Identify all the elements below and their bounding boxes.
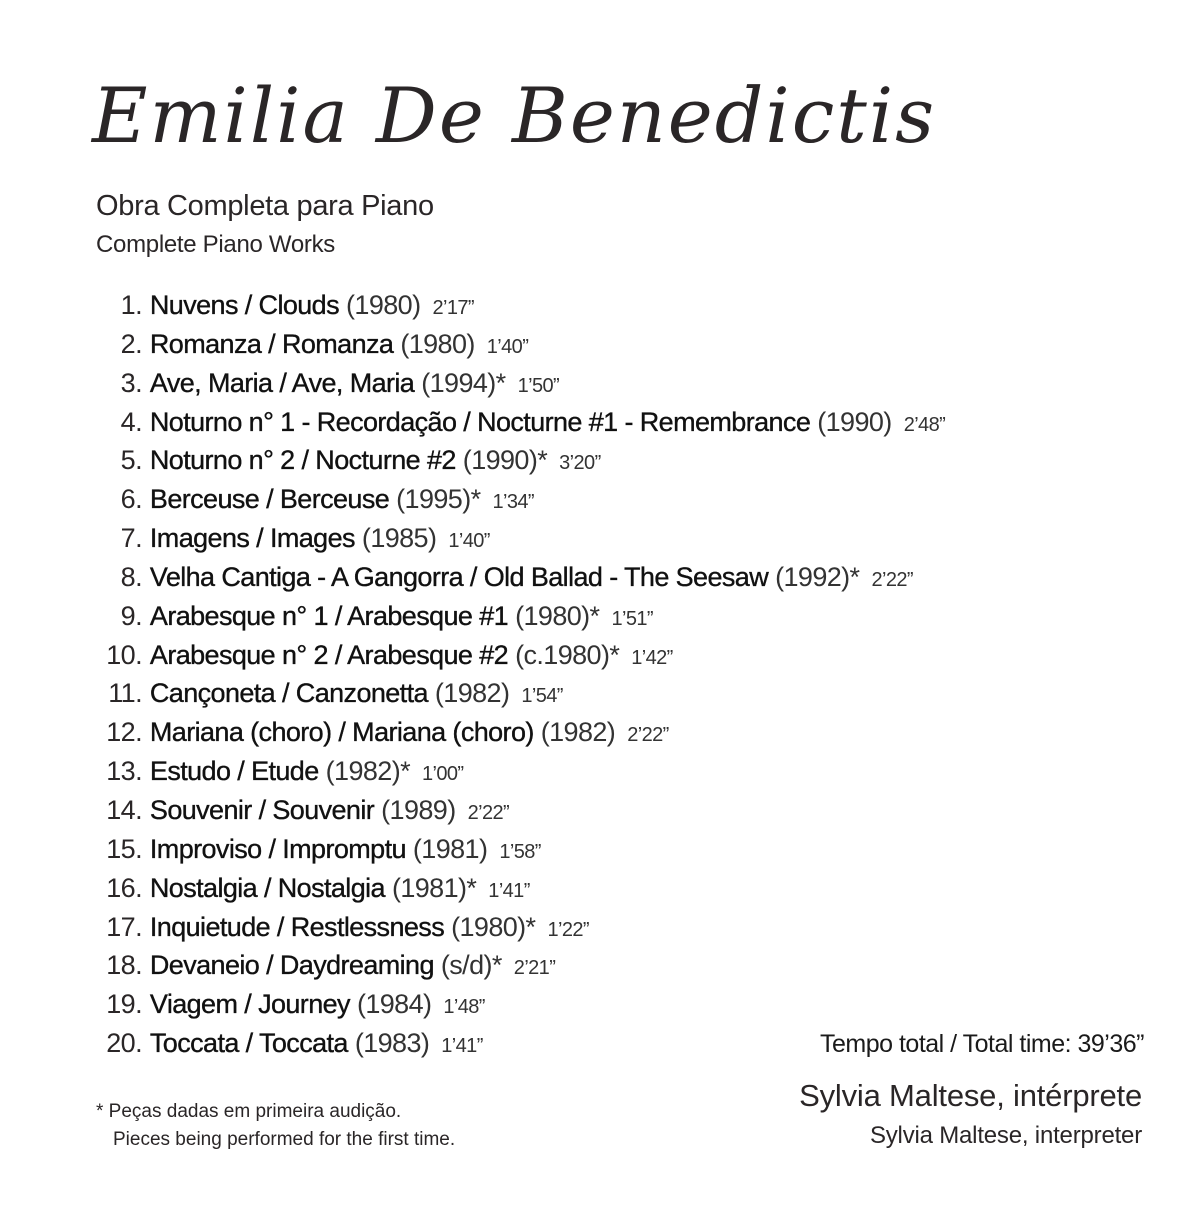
track-year: (1980)*	[515, 600, 600, 631]
track-year: (1980)*	[451, 911, 536, 942]
track-item	[92, 368, 945, 407]
track-duration: 1’41”	[441, 1035, 483, 1058]
track-duration: 3’20”	[559, 452, 601, 475]
track-number: 9.	[120, 600, 142, 631]
track-item	[92, 912, 945, 951]
track-duration: 2’17”	[432, 297, 474, 319]
track-item	[92, 329, 945, 368]
track-duration: 1’22”	[547, 918, 589, 941]
track-title: Noturno n° 2 / Nocturne #2	[149, 445, 456, 476]
track-title: Souvenir / Souvenir	[149, 794, 375, 825]
track-year: (1990)*	[462, 445, 548, 476]
track-number: 20.	[106, 1028, 142, 1059]
track-year: (1982)*	[325, 756, 410, 787]
track-year: (1981)*	[391, 872, 477, 903]
track-year: (1992)*	[775, 561, 860, 592]
track-item	[92, 989, 945, 1028]
track-title: Toccata / Toccata	[149, 1028, 348, 1059]
total-time: Tempo total / Total time: 39’36”	[820, 1030, 1144, 1058]
track-duration: 2’22”	[627, 724, 669, 747]
track-number: 1.	[120, 290, 142, 320]
track-title: Mariana (choro) / Mariana (choro)	[149, 717, 534, 748]
track-number: 5.	[120, 445, 142, 476]
track-number: 19.	[106, 989, 142, 1020]
track-title: Inquietude / Restlessness	[149, 911, 445, 942]
track-duration: 1’54”	[521, 685, 563, 708]
track-item	[92, 445, 945, 484]
track-duration: 2’22”	[871, 568, 913, 591]
track-title: Arabesque n° 2 / Arabesque #2	[149, 639, 509, 670]
footnote	[96, 1098, 455, 1154]
track-number: 15.	[106, 833, 142, 864]
track-item	[92, 950, 945, 989]
track-duration: 1’40”	[448, 530, 490, 553]
track-year: (1985)	[361, 523, 437, 554]
track-year: (1983)	[354, 1028, 430, 1059]
track-title: Velha Cantiga - A Gangorra / Old Ballad - The Seesaw	[149, 561, 769, 592]
track-duration: 1’00”	[422, 763, 464, 786]
track-title: Noturno n° 1 - Recordação / Nocturne #1 - Remembrance	[149, 406, 811, 437]
track-duration: 1’34”	[492, 491, 534, 514]
track-item	[92, 717, 945, 756]
track-year: (1990)	[817, 406, 892, 437]
track-number: 8.	[120, 561, 142, 592]
composer-title: Emilia De Benedictis	[92, 71, 937, 160]
footnote-english: Pieces being performed for the first time.	[113, 1129, 456, 1150]
track-number: 2.	[120, 328, 142, 359]
track-year: (1980)	[346, 290, 421, 320]
track-item	[92, 834, 945, 873]
track-item	[92, 407, 945, 446]
track-item	[92, 484, 945, 523]
track-item	[92, 795, 945, 834]
track-number: 14.	[106, 794, 142, 825]
track-item	[92, 562, 945, 601]
track-title: Imagens / Images	[149, 523, 355, 554]
track-item	[92, 290, 945, 329]
track-duration: 2’22”	[467, 801, 510, 824]
performer-english: Sylvia Maltese, interpreter	[869, 1122, 1142, 1149]
track-number: 11.	[108, 678, 142, 709]
track-item	[92, 873, 945, 912]
track-title: Romanza / Romanza	[149, 328, 394, 359]
subtitle-portuguese: Obra Completa para Piano	[96, 190, 434, 222]
track-title: Arabesque n° 1 / Arabesque #1	[149, 600, 509, 631]
track-number: 3.	[120, 367, 142, 398]
track-duration: 1’42”	[631, 646, 673, 669]
track-duration: 1’50”	[517, 374, 560, 397]
track-number: 17.	[106, 911, 142, 942]
track-year: (1982)	[434, 678, 510, 709]
track-duration: 2’48”	[903, 413, 946, 436]
footnote-portuguese: * Peças dadas em primeira audição.	[96, 1101, 402, 1122]
track-item	[92, 756, 945, 795]
track-title: Nuvens / Clouds	[149, 290, 340, 320]
track-number: 4.	[120, 406, 142, 437]
track-year: (c.1980)*	[515, 639, 620, 670]
track-year: (1981)	[412, 833, 488, 864]
track-duration: 1’51”	[611, 607, 653, 630]
track-number: 18.	[106, 950, 142, 981]
track-title: Nostalgia / Nostalgia	[149, 872, 385, 903]
track-title: Devaneio / Daydreaming	[149, 950, 434, 981]
track-number: 10.	[106, 639, 142, 670]
track-title: Cançoneta / Canzonetta	[149, 678, 428, 709]
track-item	[92, 1028, 945, 1067]
track-year: (1984)	[356, 989, 432, 1020]
track-duration: 1’58”	[499, 840, 541, 863]
track-title: Ave, Maria / Ave, Maria	[149, 367, 415, 398]
track-title: Viagem / Journey	[149, 989, 350, 1020]
track-duration: 2’21”	[513, 957, 556, 980]
track-year: (1980)	[400, 328, 475, 359]
track-list	[92, 290, 945, 1067]
track-number: 7.	[120, 523, 142, 554]
track-duration: 1’48”	[443, 996, 485, 1019]
track-number: 6.	[120, 484, 142, 515]
track-item	[92, 601, 945, 640]
track-item	[92, 678, 945, 717]
track-year: (1982)	[540, 717, 616, 748]
track-item	[92, 523, 945, 562]
track-year: (1989)	[381, 794, 456, 825]
track-duration: 1’40”	[486, 335, 529, 358]
track-title: Improviso / Impromptu	[149, 833, 406, 864]
track-duration: 1’41”	[488, 879, 530, 902]
track-item	[92, 640, 945, 679]
track-number: 16.	[106, 872, 142, 903]
track-title: Berceuse / Berceuse	[149, 484, 390, 515]
track-title: Estudo / Etude	[149, 756, 319, 787]
track-year: (1995)*	[396, 484, 481, 515]
track-number: 13.	[106, 756, 142, 787]
track-number: 12.	[106, 717, 142, 748]
track-year: (s/d)*	[440, 950, 502, 981]
track-year: (1994)*	[421, 367, 506, 398]
performer-portuguese: Sylvia Maltese, intérprete	[799, 1078, 1142, 1113]
subtitle-english: Complete Piano Works	[96, 231, 335, 258]
